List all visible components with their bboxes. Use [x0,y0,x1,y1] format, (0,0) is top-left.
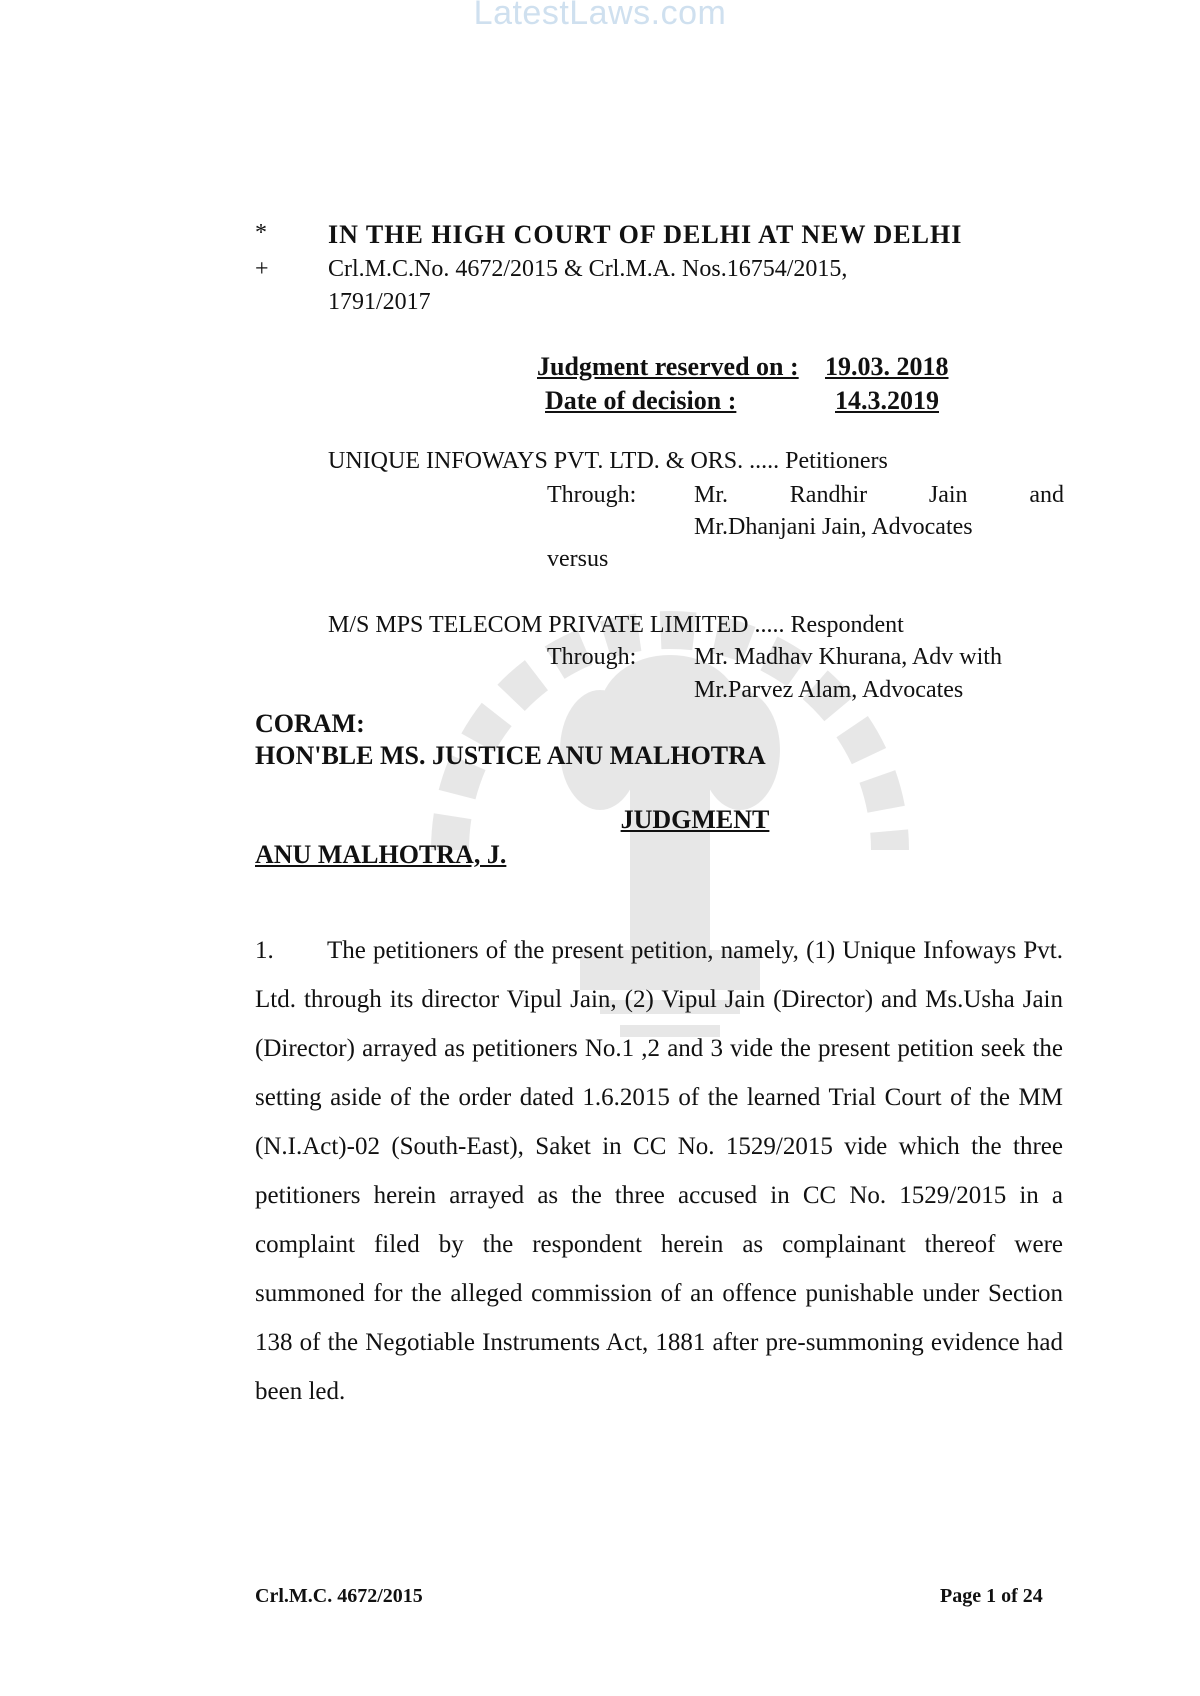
coram-judge: HON'BLE MS. JUSTICE ANU MALHOTRA [255,741,766,770]
decision-date-row [537,384,949,418]
versus-text: versus [547,546,609,572]
decision-label: Date of decision : [545,386,737,415]
judgment-heading: JUDGMENT [620,805,770,834]
counsel-word: Mr. [694,482,729,508]
paragraph-1 [255,926,1063,1416]
coram-label: CORAM: [255,709,365,738]
plus-marker: + [255,256,269,282]
court-title: IN THE HIGH COURT OF DELHI AT NEW DELHI [328,220,963,249]
respondent-name: M/S MPS TELECOM PRIVATE LIMITED ..... Respondent [328,612,904,638]
dates-block [537,350,949,418]
paragraph-number: 1. [255,937,274,964]
counsel-word: Randhir [789,482,868,508]
respondent-counsel-line1: Mr. Madhav Khurana, Adv with [694,644,1002,670]
reserved-value: 19.03. 2018 [825,352,949,381]
counsel-word: and [1029,482,1064,508]
reserved-date-row [537,350,949,384]
petitioner-counsel-line1 [694,482,1064,509]
judge-signature: ANU MALHOTRA, J. [255,840,507,869]
petitioner-counsel-line2: Mr.Dhanjani Jain, Advocates [694,514,973,540]
footer-case-ref: Crl.M.C. 4672/2015 [255,1585,423,1607]
footer-page-number: Page 1 of 24 [940,1585,1043,1607]
case-number-line2: 1791/2017 [328,289,431,315]
reserved-label: Judgment reserved on : [537,352,799,381]
site-watermark: LatestLaws.com [473,0,727,32]
respondent-through-label: Through: [547,644,637,670]
counsel-word: Jain [928,482,968,508]
paragraph-text: The petitioners of the present petition, namely, (1) Unique Infoways Pvt. Ltd. through its director Vipul Jain, (2) Vipul Jain (Director) and Ms.Usha Jain (Director) arrayed as petitioners No.1 ,2 and 3 vide the present petition seek the setting aside of the order dated 1.6.2015 of the learned Trial Court of the MM (N.I.Act)-02 (South-East), Saket in CC No. 1529/2015 vide which the three petitioners herein arrayed as the three accused in CC No. 1529/2015 in a complaint filed by the respondent herein as complainant thereof were summoned for the alleged commission of an offence punishable under Section 138 of the Negotiable Instruments Act, 1881 after pre-summoning evidence had been led. [255,937,1063,1405]
petitioner-name: UNIQUE INFOWAYS PVT. LTD. & ORS. ..... Petitioners [328,448,888,474]
case-number-line1: Crl.M.C.No. 4672/2015 & Crl.M.A. Nos.16754/2015, [328,256,848,282]
respondent-counsel-line2: Mr.Parvez Alam, Advocates [694,677,964,703]
decision-value: 14.3.2019 [835,386,939,415]
star-marker: * [255,220,267,246]
petitioner-through-label: Through: [547,482,637,508]
